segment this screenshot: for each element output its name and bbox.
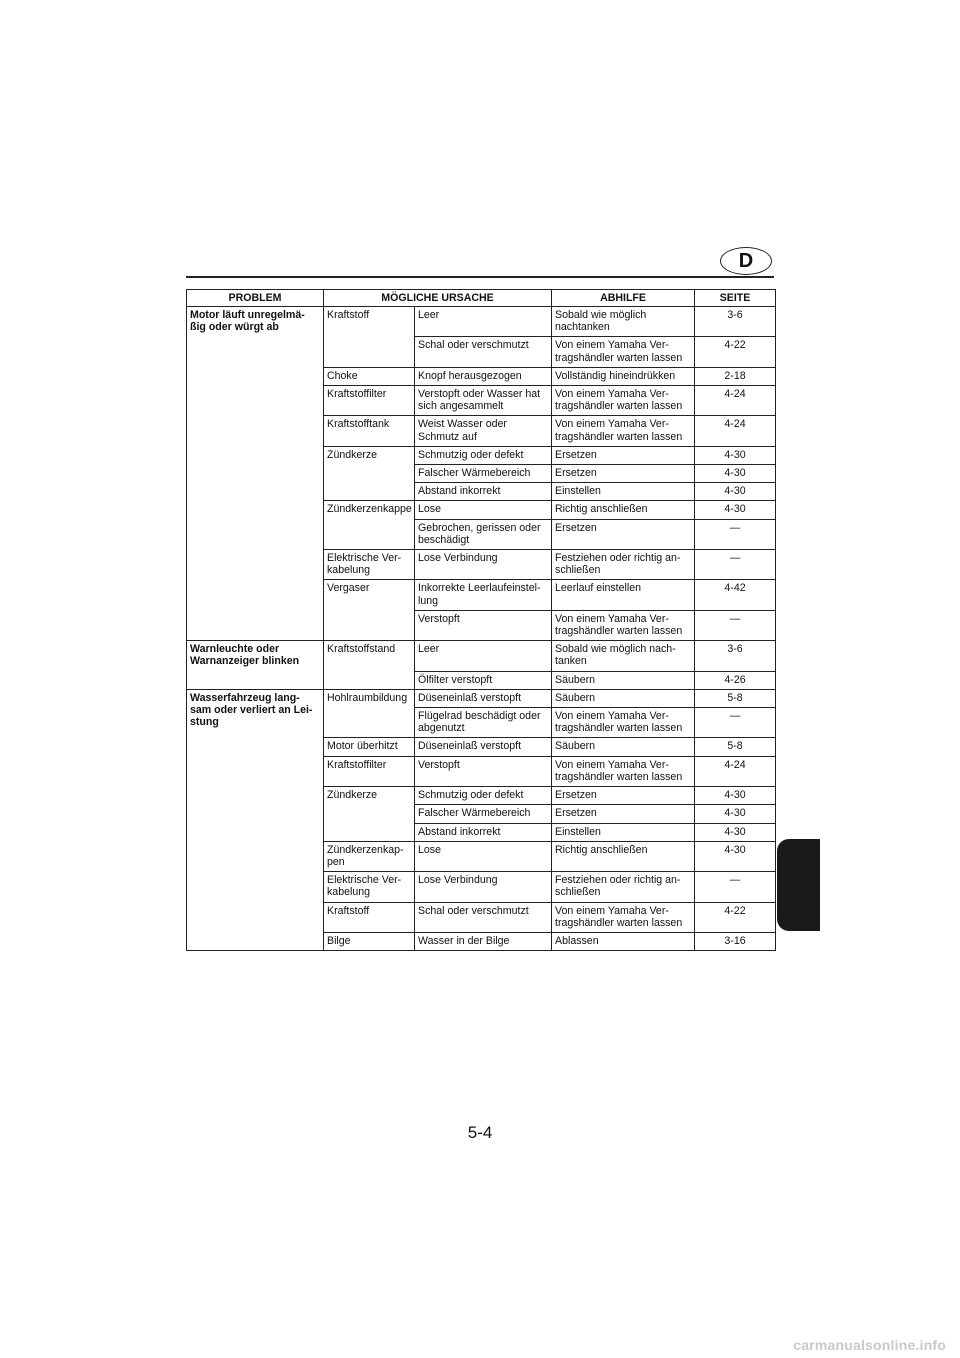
- cause-detail-cell: Schal oder verschmutzt: [415, 337, 552, 367]
- cause-cell: Elektrische Ver-kabelung: [324, 872, 415, 902]
- remedy-cell: Von einem Yamaha Ver-tragshändler warten lassen: [552, 902, 695, 932]
- header-seite: SEITE: [695, 290, 776, 307]
- remedy-cell: Ablassen: [552, 932, 695, 950]
- remedy-cell: Leerlauf einstellen: [552, 580, 695, 610]
- header-rule: [186, 276, 774, 278]
- remedy-cell: Ersetzen: [552, 519, 695, 549]
- cause-detail-cell: Flügelrad beschädigt oder abgenutzt: [415, 708, 552, 738]
- remedy-cell: Festziehen oder richtig an-schließen: [552, 872, 695, 902]
- cause-detail-cell: Falscher Wärmebereich: [415, 465, 552, 483]
- page-ref-cell: 4-30: [695, 483, 776, 501]
- language-badge: D: [720, 247, 772, 275]
- page-ref-cell: 4-30: [695, 787, 776, 805]
- cause-detail-cell: Leer: [415, 641, 552, 671]
- page-ref-cell: 4-24: [695, 416, 776, 446]
- remedy-cell: Richtig anschließen: [552, 501, 695, 519]
- remedy-cell: Von einem Yamaha Ver-tragshändler warten lassen: [552, 337, 695, 367]
- problem-cell: Wasserfahrzeug lang-sam oder verliert an Lei-stung: [187, 689, 324, 950]
- cause-detail-cell: Schmutzig oder defekt: [415, 787, 552, 805]
- cause-detail-cell: Weist Wasser oder Schmutz auf: [415, 416, 552, 446]
- header-problem: PROBLEM: [187, 290, 324, 307]
- cause-cell: Kraftstoffilter: [324, 756, 415, 786]
- page-ref-cell: —: [695, 872, 776, 902]
- page-ref-cell: 2-18: [695, 367, 776, 385]
- remedy-cell: Ersetzen: [552, 446, 695, 464]
- cause-detail-cell: Wasser in der Bilge: [415, 932, 552, 950]
- page-ref-cell: 4-24: [695, 756, 776, 786]
- cause-detail-cell: Verstopft oder Wasser hat sich angesammelt: [415, 386, 552, 416]
- header-abhilfe: ABHILFE: [552, 290, 695, 307]
- watermark: carmanualsonline.info: [793, 1337, 946, 1353]
- header-ursache: MÖGLICHE URSACHE: [324, 290, 552, 307]
- table-row: [187, 689, 776, 707]
- cause-detail-cell: Falscher Wärmebereich: [415, 805, 552, 823]
- cause-detail-cell: Leer: [415, 307, 552, 337]
- remedy-cell: Von einem Yamaha Ver-tragshändler warten lassen: [552, 756, 695, 786]
- page-ref-cell: 5-8: [695, 738, 776, 756]
- page-ref-cell: 3-16: [695, 932, 776, 950]
- cause-detail-cell: Lose Verbindung: [415, 550, 552, 580]
- cause-cell: Kraftstoff: [324, 307, 415, 368]
- page-number: 5-4: [467, 1123, 493, 1142]
- remedy-cell: Sobald wie möglich nach-tanken: [552, 641, 695, 671]
- remedy-cell: Vollständig hineindrükken: [552, 367, 695, 385]
- cause-detail-cell: Knopf herausgezogen: [415, 367, 552, 385]
- remedy-cell: Festziehen oder richtig an-schließen: [552, 550, 695, 580]
- cause-detail-cell: Lose: [415, 501, 552, 519]
- page-ref-cell: 4-22: [695, 902, 776, 932]
- page-ref-cell: 4-24: [695, 386, 776, 416]
- page-ref-cell: 4-30: [695, 501, 776, 519]
- cause-detail-cell: Gebrochen, gerissen oder beschädigt: [415, 519, 552, 549]
- remedy-cell: Einstellen: [552, 823, 695, 841]
- cause-detail-cell: Ölfilter verstopft: [415, 671, 552, 689]
- cause-cell: Elektrische Ver-kabelung: [324, 550, 415, 580]
- cause-detail-cell: Verstopft: [415, 756, 552, 786]
- remedy-cell: Sobald wie möglich nachtanken: [552, 307, 695, 337]
- remedy-cell: Einstellen: [552, 483, 695, 501]
- page-ref-cell: 4-30: [695, 465, 776, 483]
- cause-detail-cell: Schmutzig oder defekt: [415, 446, 552, 464]
- remedy-cell: Von einem Yamaha Ver-tragshändler warten lassen: [552, 610, 695, 640]
- remedy-cell: Von einem Yamaha Ver-tragshändler warten lassen: [552, 386, 695, 416]
- remedy-cell: Richtig anschließen: [552, 841, 695, 871]
- cause-detail-cell: Schal oder verschmutzt: [415, 902, 552, 932]
- page-ref-cell: —: [695, 708, 776, 738]
- page-ref-cell: —: [695, 610, 776, 640]
- cause-cell: Zündkerze: [324, 446, 415, 501]
- cause-detail-cell: Düseneinlaß verstopft: [415, 738, 552, 756]
- page-ref-cell: —: [695, 519, 776, 549]
- remedy-cell: Säubern: [552, 671, 695, 689]
- table-body: [187, 307, 776, 951]
- table-header-row: [187, 290, 776, 307]
- page-ref-cell: 4-42: [695, 580, 776, 610]
- page-ref-cell: 4-30: [695, 446, 776, 464]
- cause-cell: Kraftstofftank: [324, 416, 415, 446]
- cause-cell: Kraftstoffilter: [324, 386, 415, 416]
- cause-detail-cell: Abstand inkorrekt: [415, 483, 552, 501]
- remedy-cell: Säubern: [552, 689, 695, 707]
- cause-detail-cell: Lose Verbindung: [415, 872, 552, 902]
- cause-cell: Zündkerze: [324, 787, 415, 842]
- page-ref-cell: 4-26: [695, 671, 776, 689]
- page-ref-cell: 4-30: [695, 823, 776, 841]
- table-row: [187, 641, 776, 671]
- remedy-cell: Ersetzen: [552, 465, 695, 483]
- cause-cell: Zündkerzenkappe: [324, 501, 415, 550]
- remedy-cell: Von einem Yamaha Ver-tragshändler warten lassen: [552, 708, 695, 738]
- page-ref-cell: —: [695, 550, 776, 580]
- remedy-cell: Säubern: [552, 738, 695, 756]
- cause-detail-cell: Abstand inkorrekt: [415, 823, 552, 841]
- remedy-cell: Von einem Yamaha Ver-tragshändler warten lassen: [552, 416, 695, 446]
- section-tab-marker: [777, 839, 820, 931]
- cause-cell: Choke: [324, 367, 415, 385]
- page-ref-cell: 3-6: [695, 307, 776, 337]
- troubleshooting-table: [186, 289, 776, 951]
- cause-detail-cell: Inkorrekte Leerlaufeinstel-lung: [415, 580, 552, 610]
- cause-detail-cell: Düseneinlaß verstopft: [415, 689, 552, 707]
- cause-detail-cell: Verstopft: [415, 610, 552, 640]
- cause-cell: Bilge: [324, 932, 415, 950]
- cause-detail-cell: Lose: [415, 841, 552, 871]
- table-row: [187, 307, 776, 337]
- cause-cell: Kraftstoffstand: [324, 641, 415, 690]
- problem-cell: Motor läuft unregelmä-ßig oder würgt ab: [187, 307, 324, 641]
- cause-cell: Kraftstoff: [324, 902, 415, 932]
- cause-cell: Vergaser: [324, 580, 415, 641]
- page-ref-cell: 4-30: [695, 805, 776, 823]
- page-ref-cell: 4-22: [695, 337, 776, 367]
- cause-cell: Zündkerzenkap-pen: [324, 841, 415, 871]
- remedy-cell: Ersetzen: [552, 805, 695, 823]
- problem-cell: Warnleuchte oder Warnanzeiger blinken: [187, 641, 324, 690]
- page-ref-cell: 4-30: [695, 841, 776, 871]
- remedy-cell: Ersetzen: [552, 787, 695, 805]
- cause-cell: Motor überhitzt: [324, 738, 415, 756]
- cause-cell: Hohlraumbildung: [324, 689, 415, 738]
- page-ref-cell: 5-8: [695, 689, 776, 707]
- page-ref-cell: 3-6: [695, 641, 776, 671]
